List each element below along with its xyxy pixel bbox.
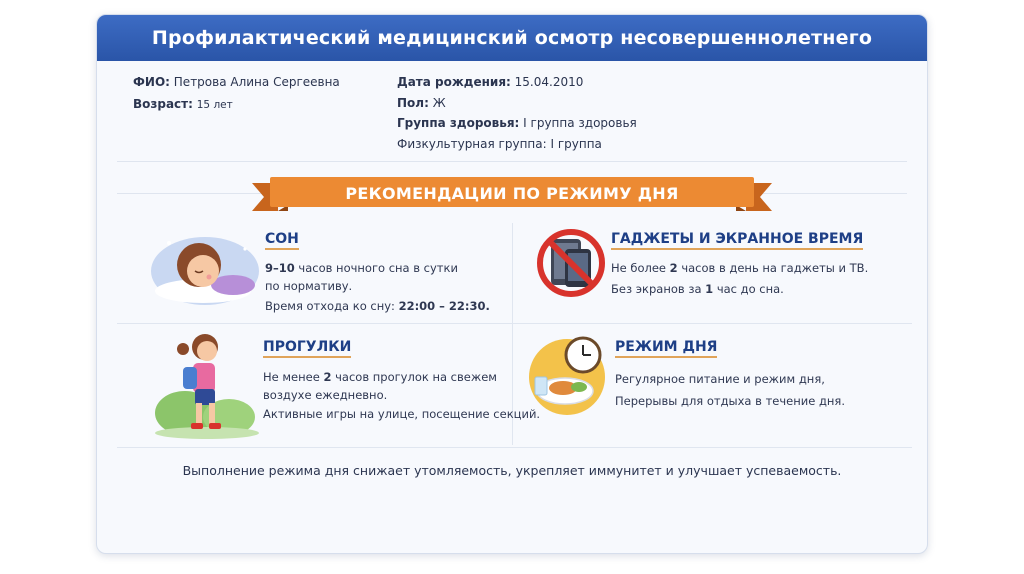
bedtime-value: 22:00 – 22:30. <box>398 299 490 313</box>
gadgets-line-1-text: часов в день на гаджеты и ТВ. <box>681 261 869 275</box>
sleep-line-1-text: часов ночного сна в сутки <box>298 261 458 275</box>
pe-group-label: Физкультурная группа: <box>397 137 547 151</box>
sleep-line-3 <box>265 296 490 317</box>
walks-line-1-text: часов прогулок на свежем <box>335 370 497 384</box>
walks-line-2: воздухе ежедневно. <box>263 388 388 402</box>
walks-line-3: Активные игры на улице, посещение секций. <box>263 407 541 421</box>
sex-row <box>397 96 446 110</box>
grid-divider <box>117 447 912 448</box>
sex-label: Пол: <box>397 96 429 110</box>
gadgets-title: ГАДЖЕТЫ И ЭКРАННОЕ ВРЕМЯ <box>611 231 864 247</box>
routine-line-1: Регулярное питание и режим дня, <box>615 372 825 386</box>
age-value: 15 лет <box>196 99 233 111</box>
walks-title: ПРОГУЛКИ <box>263 339 352 355</box>
page-title: Профилактический медицинский осмотр несовершеннолетнего <box>97 15 927 61</box>
no-screen-hours: 1 <box>705 282 714 296</box>
routine-line-2: Перерывы для отдыха в течение дня. <box>615 394 845 408</box>
fio-value: Петрова Алина Сергеевна <box>173 75 340 89</box>
routine-title: РЕЖИМ ДНЯ <box>615 339 718 355</box>
dob-label: Дата рождения: <box>397 75 511 89</box>
gadgets-hours: 2 <box>669 261 678 275</box>
sex-value: Ж <box>432 96 446 110</box>
sleeping-girl-icon <box>149 223 261 307</box>
walks-hours: 2 <box>323 370 332 384</box>
gadgets-line-2-prefix: Без экранов за <box>611 282 702 296</box>
health-group-label: Группа здоровья: <box>397 116 520 130</box>
footer-note: Выполнение режима дня снижает утомляемость, укрепляет иммунитет и улучшает успеваемость. <box>182 463 842 478</box>
walking-girl-icon <box>149 329 259 441</box>
gadgets-line-1 <box>611 258 868 279</box>
sleep-hours: 9–10 <box>265 261 295 275</box>
gadgets-line-2 <box>611 279 784 300</box>
bedtime-label: Время отхода ко сну: <box>265 299 395 313</box>
dob-value: 15.04.2010 <box>514 75 584 89</box>
health-group-value: I группа здоровья <box>523 116 637 130</box>
walks-line-1-prefix: Не менее <box>263 370 320 384</box>
divider <box>117 161 907 162</box>
pe-group-row <box>397 137 602 151</box>
dob-row <box>397 75 583 89</box>
exam-card <box>96 14 928 554</box>
fio-row <box>133 75 340 89</box>
recommendations-ribbon <box>252 177 772 213</box>
sleep-line-2: по нормативу. <box>265 279 353 293</box>
age-label: Возраст: <box>133 97 193 111</box>
grid-divider <box>117 323 912 324</box>
health-group-row <box>397 116 637 130</box>
gadgets-line-1-prefix: Не более <box>611 261 667 275</box>
no-gadgets-icon <box>535 227 607 299</box>
age-row <box>133 97 233 111</box>
pe-group-value: I группа <box>550 137 602 151</box>
clock-and-meal-icon <box>523 333 613 417</box>
gadgets-line-2-text: час до сна. <box>716 282 784 296</box>
fio-label: ФИО: <box>133 75 170 89</box>
ribbon-title: РЕКОМЕНДАЦИИ ПО РЕЖИМУ ДНЯ <box>345 183 679 203</box>
sleep-title: СОН <box>265 231 299 247</box>
